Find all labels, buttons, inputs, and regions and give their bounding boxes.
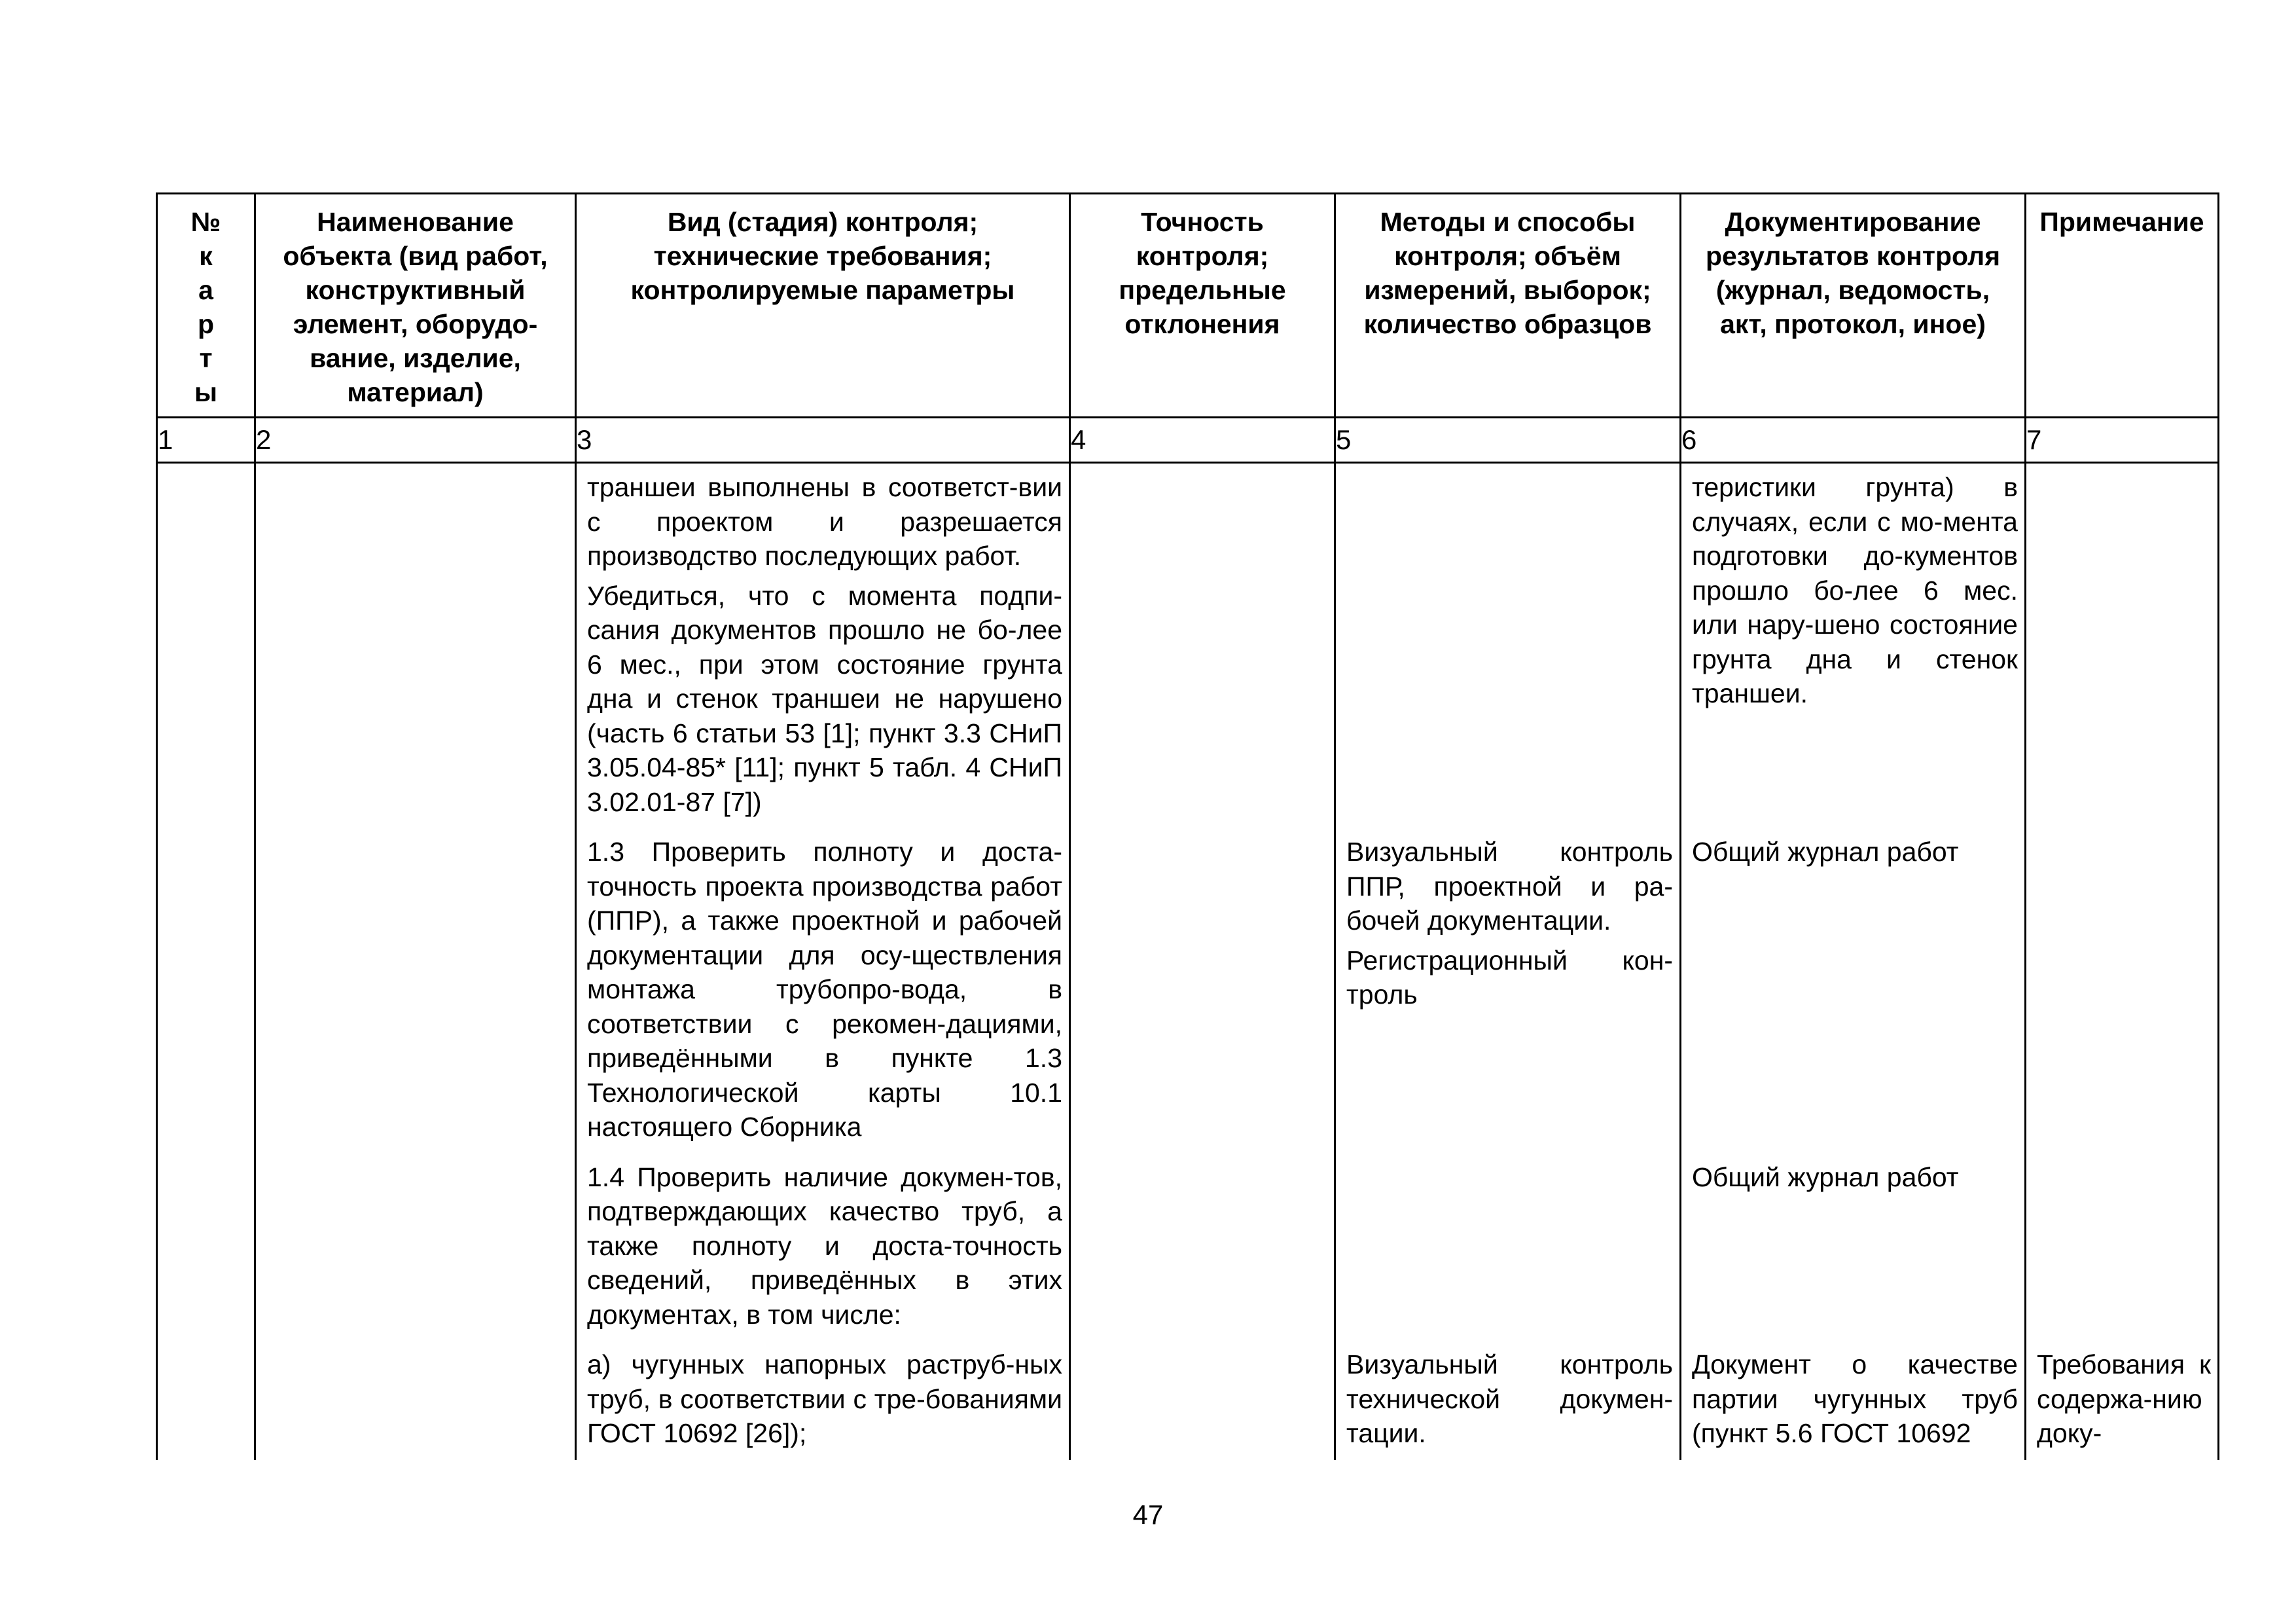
table-row (157, 1154, 2219, 1341)
documentation-cell (1681, 1154, 2026, 1341)
cell-paragraph: Требования к содержа-нию доку- (2037, 1349, 2211, 1448)
quality-control-table (156, 192, 2219, 1460)
cell-paragraph: а) чугунных напорных раструб-ных труб, в соответствии с тре-бованиями ГОСТ 10692 [26]); (587, 1349, 1062, 1448)
documentation-cell (1681, 828, 2026, 1154)
cell-paragraph: Визуальный контроль ППР, проектной и ра-бочей документации. (1346, 837, 1673, 936)
cell-paragraph: Регистрационный кон-троль (1346, 945, 1673, 1010)
cell-paragraph: Общий журнал работ (1692, 1161, 1959, 1192)
column-number: 6 (1681, 418, 2026, 463)
cell-paragraph: траншеи выполнены в соответст-вии с проектом и разрешается производство последующих работ. (587, 472, 1062, 571)
control-requirements-cell (576, 828, 1070, 1154)
column-number: 7 (2026, 418, 2219, 463)
cell-paragraph: 1.4 Проверить наличие докумен-тов, подтверждающих качество труб, а также полноту и доста-точность сведений, приведённых в этих документах, в том числе: (587, 1161, 1062, 1330)
table-header-row (157, 194, 2219, 418)
header-methods: Методы и способы контроля; объём измерений, выборок; количество образцов (1335, 194, 1681, 418)
note-cell (2026, 1341, 2219, 1460)
cell-paragraph: теристики грунта) в случаях, если с мо-мента подготовки до-кументов прошло бо-лее 6 мес. или нару-шено состояние грунта дна и стенок траншеи. (1692, 472, 2018, 708)
header-object-name: Наименование объекта (вид работ, конструктивный элемент, оборудо- вание, изделие, материал) (255, 194, 576, 418)
header-accuracy: Точность контроля; предельные отклонения (1070, 194, 1335, 418)
column-number: 1 (157, 418, 255, 463)
table-row (157, 828, 2219, 1154)
cell-paragraph: Общий журнал работ (1692, 837, 1959, 867)
header-card-number: № к а р т ы (157, 194, 255, 418)
cell-paragraph: Визуальный контроль технической докумен-тации. (1346, 1349, 1673, 1448)
column-number: 5 (1335, 418, 1681, 463)
column-number: 2 (255, 418, 576, 463)
column-numbers-row (157, 418, 2219, 463)
header-control-type: Вид (стадия) контроля; технические требования; контролируемые параметры (576, 194, 1070, 418)
header-note: Примечание (2026, 194, 2219, 418)
control-requirements-cell (576, 1341, 1070, 1460)
cell-paragraph: Документ о качестве партии чугунных труб (пункт 5.6 ГОСТ 10692 (1692, 1349, 2018, 1448)
documentation-cell (1681, 1341, 2026, 1460)
cell-paragraph: 1.3 Проверить полноту и доста-точность проекта производства работ (ППР), а также проектной и рабочей документации для осу-ществления монтажа трубопро-вода, в соответствии с рекомен-дациями, приведёнными в пункте 1.3 Технологической карты 10.1 настоящего Сборника (587, 837, 1062, 1142)
table-row (157, 1341, 2219, 1460)
column-number: 3 (576, 418, 1070, 463)
page-number: 47 (1132, 1499, 1164, 1530)
control-requirements-cell (576, 1154, 1070, 1341)
methods-cell (1335, 828, 1681, 1154)
methods-cell (1335, 1341, 1681, 1460)
table-row (157, 463, 2219, 829)
documentation-cell (1681, 463, 2026, 829)
cell-paragraph: Убедиться, что с момента подпи-сания документов прошло не бо-лее 6 мес., при этом состояние грунта дна и стенок траншеи не нарушено (часть 6 статьи 53 [1]; пункт 3.3 СНиП 3.05.04-85* [11]; пункт 5 табл. 4 СНиП 3.02.01-87 [7]) (587, 580, 1062, 817)
control-requirements-cell (576, 463, 1070, 829)
header-documentation: Документирование результатов контроля (журнал, ведомость, акт, протокол, иное) (1681, 194, 2026, 418)
column-number: 4 (1070, 418, 1335, 463)
